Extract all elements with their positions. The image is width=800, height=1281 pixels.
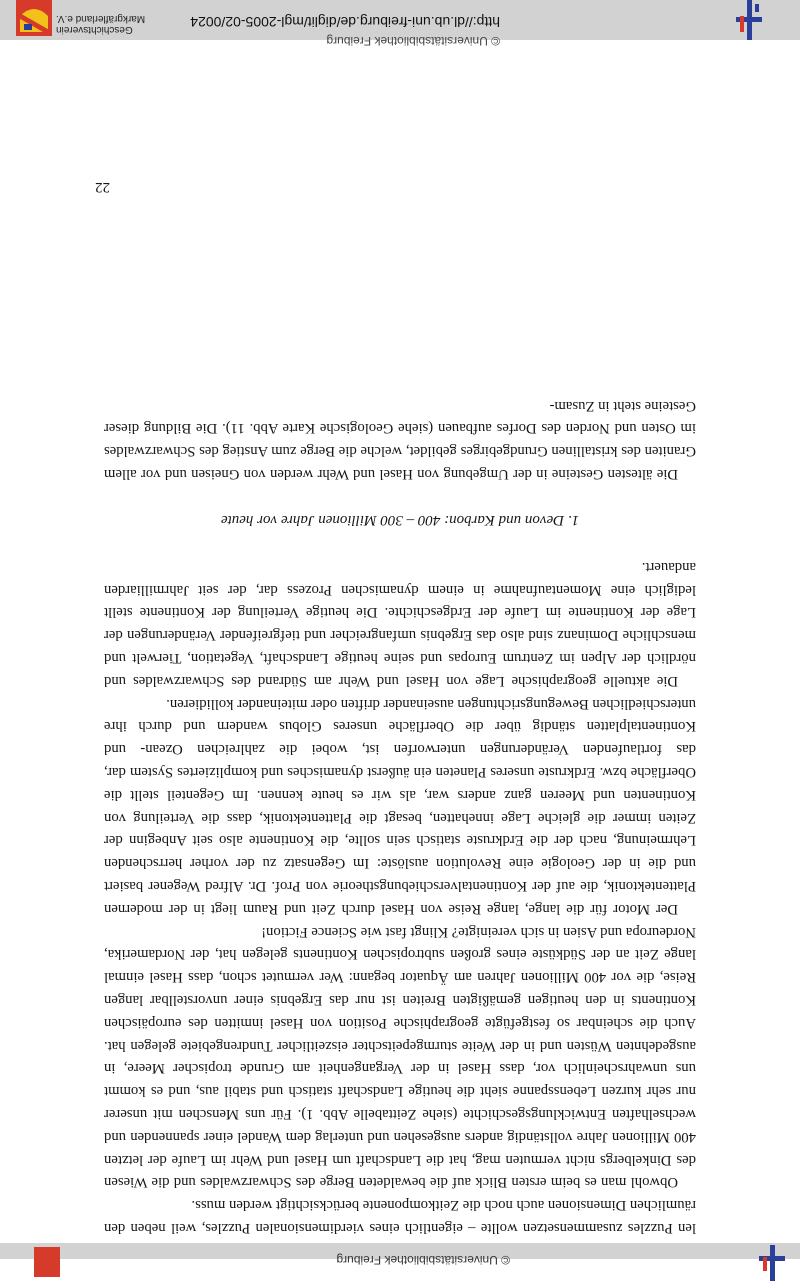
previous-page-copyright: © Universitätsbibliothek Freiburg bbox=[336, 1253, 510, 1267]
previous-page-band bbox=[0, 1243, 800, 1267]
ub-logo-icon bbox=[736, 0, 762, 40]
footer-url[interactable]: http://dl.ub.uni-freiburg.de/diglit/mgl-2005-02/0024 bbox=[190, 14, 500, 30]
ub-logo-icon bbox=[759, 1245, 785, 1281]
section-heading: 1. Devon und Karbon: 400 – 300 Millionen Jahre vor heute bbox=[220, 512, 580, 529]
page-number: 22 bbox=[95, 179, 110, 195]
paragraph-3: Der Motor für die lange, lange Reise von Hasel durch Zeit und Raum liegt in der modernen Plattentektonik, die auf der Kontinentalverschiebungstheorie von Prof. Dr. Alfred Wegener basiert und die in der Geologie eine Revolution auslöste: Im Gegensatz zu der vorher herrschenden Lehrmeinung, nach der die Erdkruste statisch sein sollte, die Kontinente also seit Anbeginn der Zeiten immer die gleiche Lage innehatten, besagt die Plattentektonik, dass die Verteilung von Kontinenten und Meeren ganz anders war, als wir es heute kennen. Im Gegenteil stellt die Oberfläche bzw. Erdkruste unseres Planeten ein äußerst dynamisches und kompliziertes System dar, das fortlaufenden Veränderungen unterworfen ist, wobei die zahlreichen Ozean- und Kontinentalplatten ständig über die Oberfläche unseres Globus wandern und durch ihre unterschiedlichen Bewegungsrichtungen auseinander driften oder miteinander kollidieren. bbox=[104, 695, 696, 917]
paragraph-1: len Puzzles zusammensetzen wollte – eigentlich eines vierdimensionalen Puzzles, weil neben den räumlichen Dimensionen auch noch die Zeitkomponente berücksichtigt werden muss. bbox=[104, 1197, 696, 1236]
society-badge-icon bbox=[34, 1247, 60, 1277]
society-name: Geschichtsverein Markgräflerland e.V. bbox=[56, 13, 146, 35]
body-text bbox=[104, 394, 696, 1239]
section-paragraph: Die ältesten Gesteine in der Umgebung von Hasel und Wehr werden von Gneisen und vor allem Graniten des kristallinen Grundgebirges gebildet, welche die Berge zum Anstieg des Schwarzwaldes im Osten und Norden des Dorfes aufbauen (siehe Geologische Karte Abb. 11). Die Bildung dieser Gesteine steht in Zusam- bbox=[104, 397, 696, 483]
footer-band bbox=[0, 0, 800, 48]
paragraph-2: Obwohl man es beim ersten Blick auf die bewaldeten Berge des Schwarzwaldes und die Wiesen des Dinkelbergs nicht vermuten mag, hat die Landschaft um Hasel und Wehr im Laufe der letzten 400 Millionen Jahre vollständig anders ausgesehen und unterlag dem Wandel einer spannenden und wechselhaften Entwicklungsgeschichte (siehe Zeittabelle Abb. 1). Für uns Menschen mit unserer nur sehr kurzen Lebensspanne sieht die heutige Landschaft statisch und stabil aus, und es kommt uns unwahrscheinlich vor, dass Hasel in der Vergangenheit am Grunde tropischer Meere, in ausgedehnten Wüsten und in der Weite sturmgepeitschter eiszeitlicher Tundrengebiete gelegen hat. Auch die scheinbar so festgefügte geographische Position von Hasel inmitten des europäischen Kontinents in den heutigen gemäßigten Breiten ist nur das Ergebnis einer unvorstellbar langen Reise, die vor 400 Millionen Jahren am Äquator begann: Wer vermutet schon, dass Hasel einmal lange Zeit an der Südküste eines großen subtropischen Kontinents gelegen hat, der Nordamerika, Nordeuropa und Asien in sich vereinigte? Klingt fast wie Science Fiction! bbox=[104, 923, 696, 1191]
footer-copyright: © Universitätsbibliothek Freiburg bbox=[326, 34, 500, 48]
paragraph-4: Die aktuelle geographische Lage von Hasel und Wehr am Südrand des Schwarzwaldes und nördlich der Alpen im Zentrum Europas und seine heutige Landschaft, Vegetation, Tierwelt und menschliche Dominanz sind also das Ergebnis umfangreicher und tiefgreifender Veränderungen der Lage der Kontinente im Laufe der Erdgeschichte. Die heutige Verteilung der Kontinente stellt lediglich eine Momentaufnahme in einem dynamischen Prozess dar, der seit Jahrmilliarden andauert. bbox=[104, 558, 696, 689]
society-crest-icon bbox=[16, 0, 52, 36]
